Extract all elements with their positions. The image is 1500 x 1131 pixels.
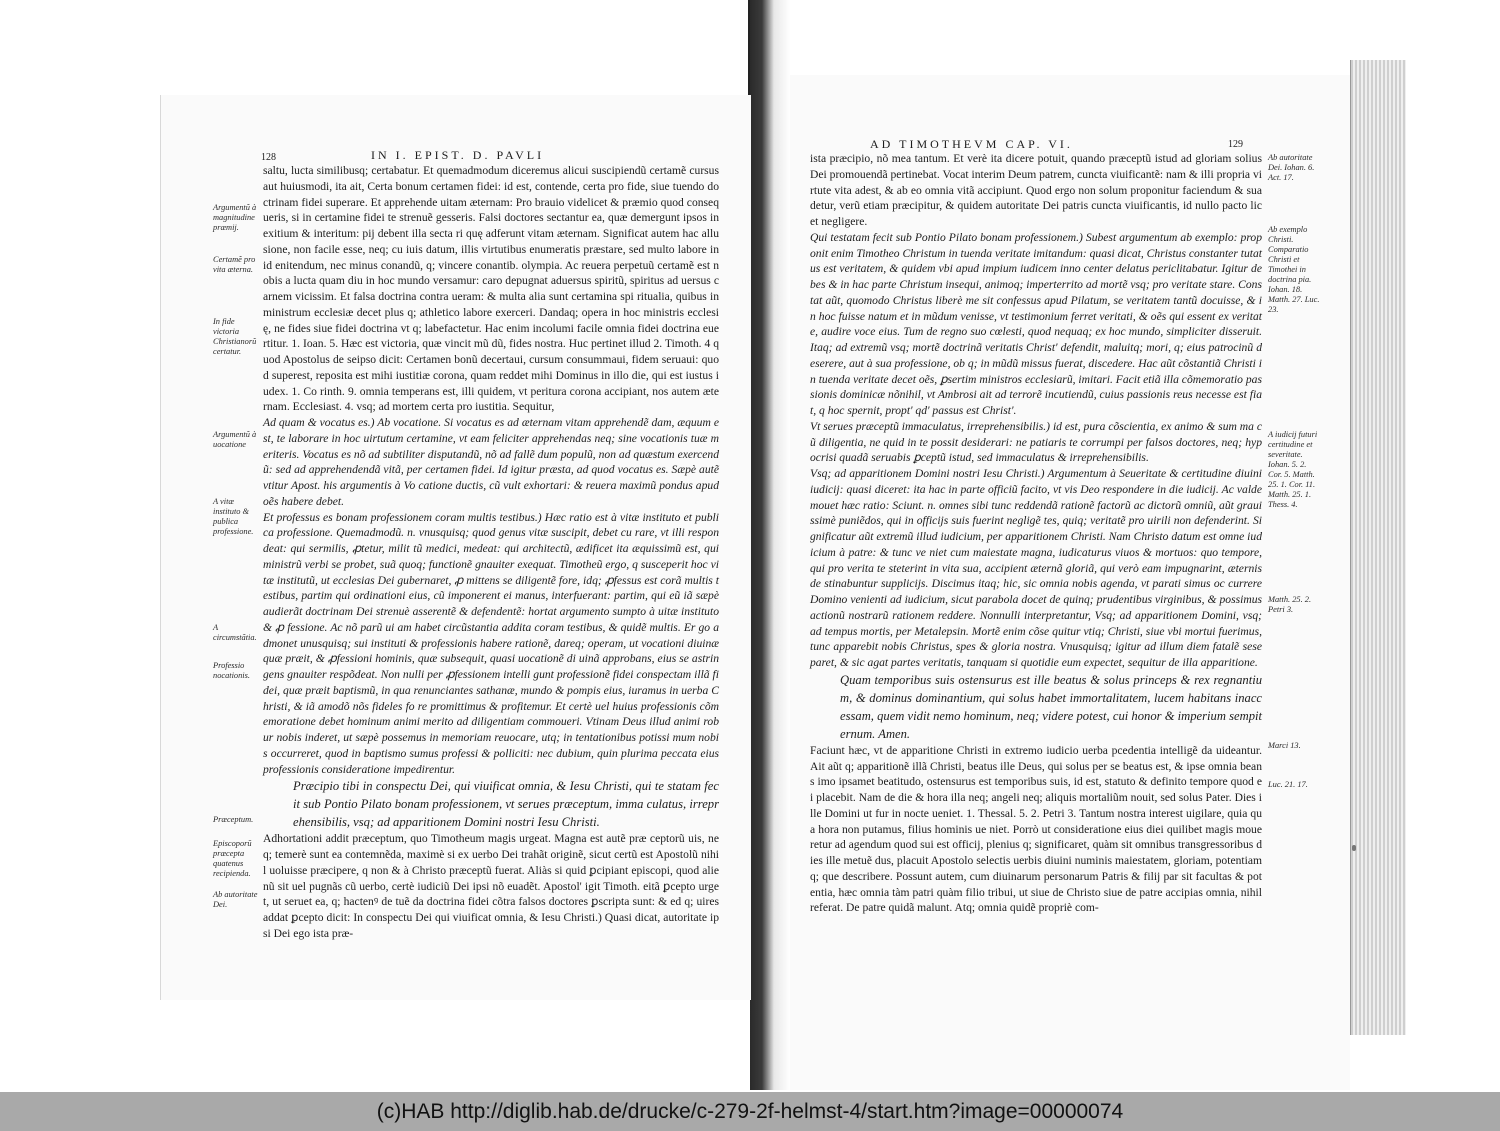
right-page xyxy=(790,75,1350,1090)
margin-note: Argumentũ à magnitudine præmij. xyxy=(213,203,257,232)
paragraph: Vt serues præceptũ immaculatus, irreprehensibilis.) id est, pura cõscientia, ex animo & sum ma cũ diligentia, ne quid in te possit desiderari: ne patiaris te corrumpi per falsos doctores, neq; hypocrisi quadã seruabis ꝑceptũ istud, sed immaculatus & irreprehensibilis. xyxy=(810,419,1262,465)
left-page-header: IN I. EPIST. D. PAVLI xyxy=(371,148,545,162)
margin-note: Ab exemplo Christi. Comparatio Christi et Timothei in doctrina pia. Iohan. 18. Matth. 27. Luc. 23. xyxy=(1268,225,1320,314)
right-page-number: 129 xyxy=(1228,139,1243,150)
margin-note: In fide victoria Christianorũ certatur. xyxy=(213,317,257,356)
paragraph: Et professus es bonam professionem coram multis testibus.) Hæc ratio est à vitæ instituto et publica professione. Quemadmodũ. n. vnusquisq; quod genus vitæ suscipit, debet cu rare, vt illi respondeat: qui sermilis, ꝓtetur, milit tũ medici, medeat: qui architectũ, ædificet ita æquissimũ est, qui ministrũ verbi se probet, suã quoq; functionẽ gnauiter exequat. Timotheũ ergo, q susceperit hoc vitæ institutũ, ut ecclesias Dei gubernaret, ꝓ mittens se diligentẽ fore, idq; ꝓfessus est corã multis testibus, partim qui ordinationi eius, cũ imponerent ei manus, interfuerant: partim, qui eũ iã sæpè audierãt doctrinam Dei strenuè asserentẽ & defendentẽ: hortat argumento sumpto à uitæ instituto & ꝓ fessione. Ac nõ parũ ui am habet circũstantia addita coram testibus, & quidẽ multis. Er go admonet unusquisq; sui instituti & professionis habere rationẽ, dareq; operam, ut vocationi diuinæ quæ præit, & ꝓfessioni hominis, quæ subsequit, quasi uocationẽ di uinã approbans, eius se astringens gnauiter respõdeat. Non nulli per ꝓfessionem intelli gunt professionẽ fidei conspectam illã fidei, quæ præit baptismũ, in qua renunciantes sathanæ, mundo & pompis eius, iuramus in uerba Christi, & iã amodõ nõs fideles fo re promittimus & profitemur. Et certè uel huius professionis cõmemoratione debet hominum animi merito ad diligentiam commoueri. Vtinam Deus illud animi robur nobis inderet, ut sæpè possemus in memoriam reuocare, utq; in tentationibus potissi mum nobis occurreret, quod in baptismo sumus professi & polliciti: nec dubium, quin plurima peccata eius professionis consideratione impedirentur. xyxy=(263,510,719,776)
paragraph: Faciunt hæc, vt de apparitione Christi in extremo iudicio uerba pcedentia intelligẽ da uideantur. Ait aũt q; apparitionẽ illã Christi, beatus ille Deus, qui solus per se beatus est, & ipse omnia beans imo ipsamet beatitudo, ostensurus est temporibus suis, id est, statuto & definito tempore quod ei placebit. Nam de die & hora illa neq; angeli neq; aliquis mortaliũm nouit, sed solus Pater. Dies ille Domini ut fur in nocte ueniet. 1. Thessal. 5. 2. Petri 3. Tantum nostra interest uigilare, quia qua hora non putamus, filius hominis ue niet. Porrò ut consideratione eius diei quilibet magis moueretur ad agendum quod sui est officij, plenius q; significaret, quàm sit omnibus transgressoribus dies ille metuẽ dus, placuit Apostolo selectis uerbis diuini numinis maiestatem, gloriam, potentiam q; que describere. Possunt autem, cum diuinarum personarum Patris & filij par sit facultas & potentia, hæc omnia tàm patri quàm filio tribui, ut siue de Christo siue de patre accipias omnia, nihil referat. De patre quidã malunt. Atq; omnia quidẽ propriè com- xyxy=(810,743,1262,915)
paragraph: Adhortationi addit præceptum, quo Timotheum magis urgeat. Magna est autẽ præ ceptorũ uis, neq; temerè sunt ea contemnẽda, maximè si ex uerbo Dei trahãt originẽ, sicut certũ est Apostolũ nihil uoluisse præcipere, q non & à Christo præceptũ fuerat. Aliàs si quid ꝑcipiant episcopi, quod alienũ sit uel pugnãs cũ uerbo, certè iudiciũ Dei ipsi nõ euadẽt. Apostol' igit Timoth. eitã ꝑcepto urget, ut seruet ea, q; hactenꝰ de tuẽ da doctrina fidei cõtra falsos doctores ꝑscripta sunt: & ed q; uires addat ꝑcepto dicit: In conspectu Dei qui viuificat omnia, & Iesu Christi.) Quasi dicat, autoritate ipsi Dei ego ista præ- xyxy=(263,832,719,940)
ink-smudge xyxy=(1352,845,1356,851)
copyright-footer xyxy=(0,1092,1500,1131)
margin-note: A iudicij futuri certitudine et severitate. Iohan. 5. 2. Cor. 5. Matth. 25. 1. Cor. 11. Matth. 25. 1. Thess. 4. xyxy=(1268,430,1318,509)
margin-note: Ab autoritate Dei. xyxy=(213,890,258,909)
margin-note: Luc. 21. 17. xyxy=(1268,780,1308,789)
left-page-number: 128 xyxy=(261,152,276,163)
scripture-quote: Præcipio tibi in conspectu Dei, qui viuificat omnia, & Iesu Christi, qui te statam fecit sub Pontio Pilato bonam professionem, vt serues præceptum, imma culatus, irreprehensibilis, vsq; ad apparitionem Domini nostri Iesu Christi. xyxy=(293,779,719,830)
left-page-body xyxy=(263,163,719,993)
margin-note: Marci 13. xyxy=(1268,741,1301,750)
right-page-header: AD TIMOTHEVM CAP. VI. xyxy=(870,137,1073,151)
margin-note: Certamẽ pro vita æterna. xyxy=(213,255,256,274)
margin-note: Episcoporũ præcepta quatenus recipienda. xyxy=(213,839,252,878)
paragraph: ista præcipio, nõ mea tantum. Et verè ita dicere potuit, quando præceptũ istud ad gloriam solius Dei promouendã pertinebat. Vocat interim Deum patrem, cuncta viuificantẽ: nam & illi propria virtute vita adest, & ab eo omnia vitã accipiunt. Quod ergo non solum proponitur faciendum & suadetur, verũ etiam præcipitur, & quidem autoritate Dei patris cuncta viuificantis, id nullo pacto licet negligere. xyxy=(810,152,1262,228)
margin-note: Ab autoritate Dei. Iohan. 6. Act. 17. xyxy=(1268,153,1315,182)
source-url: (c)HAB http://diglib.hab.de/drucke/c-279-2f-helmst-4/start.htm?image=00000074 xyxy=(376,1099,1124,1123)
margin-note: A circumstãtia. xyxy=(213,623,257,642)
margin-note: Præceptum. xyxy=(213,815,254,824)
margin-note: A vitæ instituto & publica professione. xyxy=(213,497,254,536)
scripture-quote: Quam temporibus suis ostensurus est ille beatus & solus princeps & rex regnantium, & dominus dominantium, qui solus habet immortalitatem, lucem habitans inaccessam, quem vidit nemo hominum, neq; videre potest, cui honor & imperium sempiternum. Amen. xyxy=(840,672,1262,741)
margin-note: Professio nocationis. xyxy=(213,661,250,680)
book-gutter xyxy=(750,0,790,1090)
page-edges xyxy=(1350,60,1406,1035)
left-page xyxy=(160,95,751,1000)
paragraph: saltu, lucta similibusq; certabatur. Et quemadmodum diceremus alicui suscipiendũ certamẽ cursus aut huiusmodi, ita ait, Certa bonum certamen fidei: id est, contende, certa pro fide, siue tuendo doctrinam fidei superare. Et apprehende uitam æternam: Pro brauio videlicet & præmio quod consequeris, si in certamine fidei te strenuẽ gesseris. Falsi doctores sectantur ea, quæ demergunt ipsos in exitium & interitum: pij debent illa secta ri quę adferunt vitam æternam. Significat autem hac allusione, non facile esse, neq; cu iuis datum, illis virtutibus enumeratis præstare, sed multo labore in id enitendum, nec minus conandũ, q; vincere conantib. olympia. Ac reuera perpetuũ certamẽ est nobis a lucta quam diu in hoc mundo versamur: caro depugnat aduersus spiritũ, spiritus ad uersus carnem vicissim. Et falsa doctrina contra ueram: & multa alia sunt certamina spi ritualia, quibus in ministrum ecclesiæ decet plus q; athletico labore exerceri. Dandaq; opera in hoc ministris ecclesię, ne fides siue fidei doctrina vt q; labefactetur. Hac enim incolumi facile omnia fidei doctrina euertitur. 1. Ioan. 5. Hæc est victoria, quæ vincit mũ dũ, fides nostra. Huc pertinet illud 2. Timoth. 4 quod Apostolus de seipso dicit: Certamen bonũ decertaui, cursum consummaui, fidem seruaui: quod superest, reposita est mihi iustitiæ corona, quam reddet mihi Dominus in illo die, qui est iustus iudex. 1. Co rinth. 9. omnia temperans est, illi quidem, vt peritura corona accipiant, nos autem æternam. Ecclesiast. 4. vsq; ad mortem certa pro iustitia. Sequitur, xyxy=(263,164,719,414)
paragraph: Ad quam & vocatus es.) Ab vocatione. Si vocatus es ad æternam vitam apprehendẽ dam, æquum est, te laborare in hoc uirtutum certamine, vt eam feliciter apprehendas neq; sine vocationis tuæ meriteris. Vocatus es nõ ad subtiliter disputandũ, nõ ad fallẽ dum populũ, non ad quæstum exercendũ: sed ad apprehendendã vitã, per certamen fidei. Id igitur præsta, ad quod vocatus es. Sæpè autẽ vtitur Apost. his argumentis à Vo catione ductis, cũ vult exhortari: & reuera maximũ pondus apud oẽs habere debet. xyxy=(263,416,719,508)
paragraph: Qui testatam fecit sub Pontio Pilato bonam professionem.) Subest argumentum ab exemplo: proponit enim Timotheo Christum in tuenda veritate imitandum: quasi dicat, Christus constanter tutatus est veritatem, & quidem vbi apud impium iudicem inno center delatus periclitabatur. Igitur debes & in hac parte Christum insequi, animoq; imperterrito ad mortẽ vsq; pro veritate stare. Constat aũt, quomodo Christus liberè me sit confessus apud Pilatum, se veritatem tantũ docuisse, & in hoc fuisse natum et in mũdum venisse, vt testimonium ferret veritati, & oẽs qui essent ex veritate, audire voce eius. Tum de regno suo cœlesti, quod nequaq; ex hoc mundo, simpliciter disseruit. Itaq; ad extremũ vsq; mortẽ doctrinã veritatis Christ' defendit, maluitq; mori, q; eius patrocinũ deserere, aut à sua professione, ob q; in mũdũ missus fuerat, discedere. Hac aũt cõstantiã Christi in tuenda veritate decet oẽs, ꝑsertim ministros ecclesiarũ, imitari. Facit etiã illa cõmemoratio passionis dominicæ nõnihil, vt Ambrosi ait ad terrorẽ incutiendũ, cuius passionis reus necesse est fiat, q hoc spernit, propt' qd' passus est Christ'. xyxy=(810,230,1262,417)
right-page-body xyxy=(810,151,1262,981)
paragraph: Vsq; ad apparitionem Domini nostri Iesu Christi.) Argumentum à Seueritate & certitudine diuini iudicij: quasi diceret: ita hac in parte officiũ facito, vt vis Deo respondere in die iudicij. Ac valde mouet hæc ratio: Sciunt. n. omnes sibi tunc reddendã rationẽ factorũ ac dictorũ omniũ, aũt grauissimè puniẽdos, qui in officijs suis fuerint negligẽ tes, quiq; veritatẽ pro uirili non defenderint. Significatur aũt extremũ illud iudicium, per apparitionem Christi. Nam Christo datum est omne iudicium à patre: & tunc ve niet cum maiestate magna, iudicaturus viuos & mortuos: quo tempore, qui pro verita te steterint in vita sua, accipient æternã gloriã, qui verò eam impugnarint, æternis de stinabuntur supplicijs. Discimus itaq; hic, sic omnia nobis agenda, vt parati simus oc currere Domino venienti ad iudicium, sicut parabola docet de quinq; prudentibus virginibus, & possimus actionũ nostrarũ rationem reddere. Nonnulli interpretantur, Vsq; ad apparitionem Domini, vsq; ad tempus mortis, per Metalepsin. Mortẽ enim cõse quitur vtiq; Christi, siue vbi mortui fuerimus, tunc apparebit nobis Christus, spes & gloria nostra. Vnusquisq; igitur ad illum diem fatalẽ sese paret, & sic agat partes veritatis, tanquam si quotidie eum expectet, sequitur de illa apparitione. xyxy=(810,467,1262,669)
margin-note: Matth. 25. 2. Petri 3. xyxy=(1268,595,1312,614)
margin-note: Argumentũ à uocatione xyxy=(213,430,257,449)
